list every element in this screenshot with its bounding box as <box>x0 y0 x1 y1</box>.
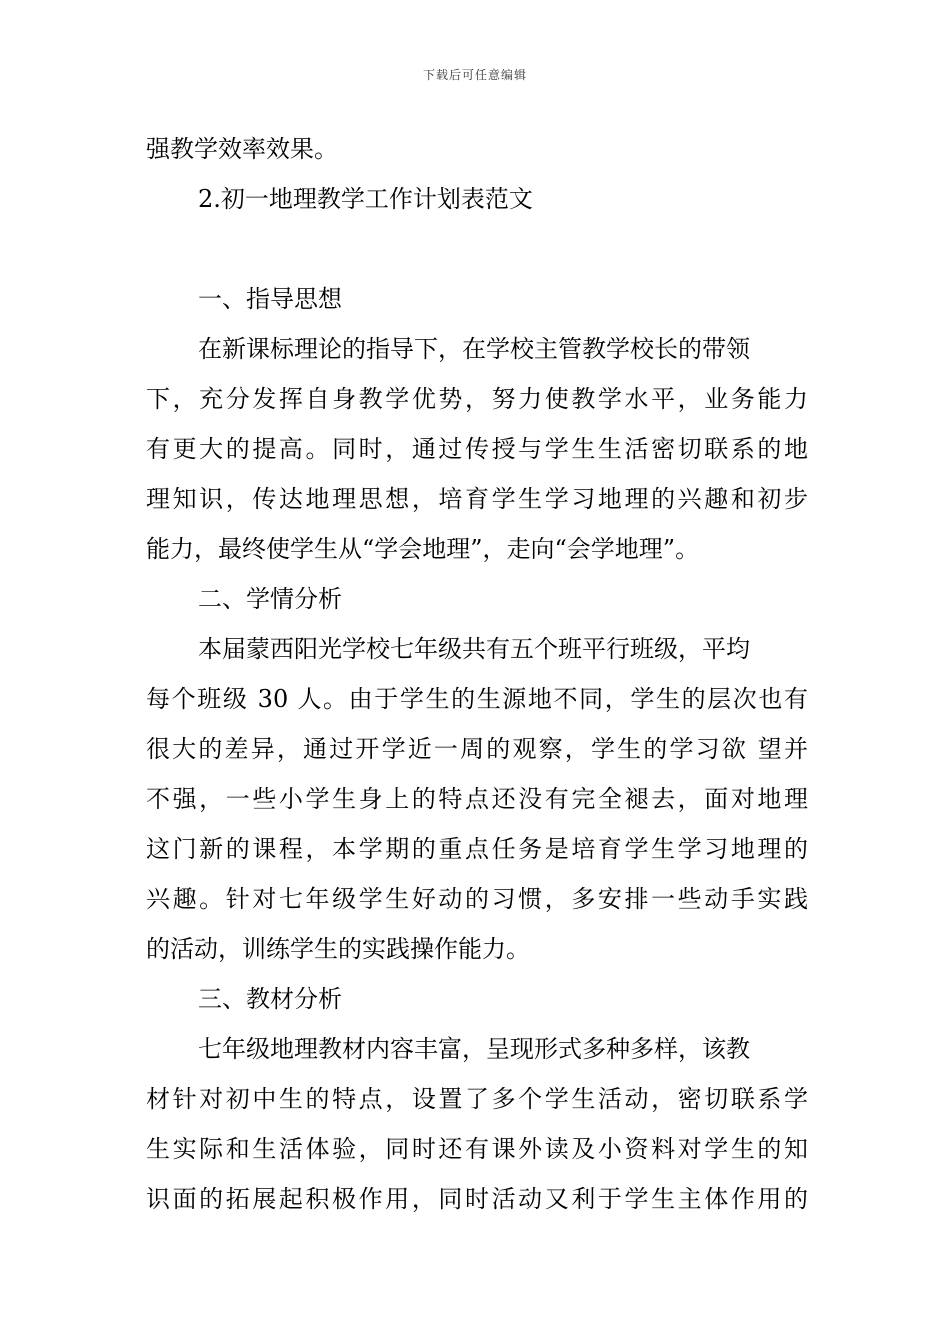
section-heading: 一、指导思想 <box>198 285 342 313</box>
paragraph-line: 识面的拓展起积极作用，同时活动又利于学生主体作用的 <box>146 1185 808 1213</box>
paragraph-line: 本届蒙西阳光学校七年级共有五个班平行班级，平均 <box>198 635 750 663</box>
blank-spacer <box>146 224 808 274</box>
paragraph-line: 能力，最终使学生从“学会地理”，走向“会学地理”。 <box>146 535 700 563</box>
paragraph-line: 这门新的课程，本学期的重点任务是培育学生学习地理的 <box>146 835 808 863</box>
paragraph-line: 下，充分发挥自身教学优势，努力使教学水平，业务能力 <box>146 385 808 413</box>
paragraph-line: 很大的差异，通过开学近一周的观察，学生的学习欲 望并 <box>146 735 808 763</box>
paragraph-line: 兴趣。针对七年级学生好动的习惯，多安排一些动手实践 <box>146 885 808 913</box>
header-note: 下载后可任意编辑 <box>422 68 527 82</box>
paragraph-line: 每个班级 30 人。由于学生的生源地不同，学生的层次也有 <box>146 685 808 713</box>
paragraph-line: 有更大的提高。同时，通过传授与学生生活密切联系的地 <box>146 435 808 463</box>
paragraph-line: 理知识，传达地理思想，培育学生学习地理的兴趣和初步 <box>146 485 808 513</box>
document-body <box>146 124 808 1224</box>
paragraph-line: 的活动，训练学生的实践操作能力。 <box>146 935 530 963</box>
paragraph-line: 在新课标理论的指导下，在学校主管教学校长的带领 <box>198 335 750 363</box>
section-heading: 三、教材分析 <box>198 985 342 1013</box>
section-heading: 二、学情分析 <box>198 585 342 613</box>
paragraph-line: 材针对初中生的特点，设置了多个学生活动，密切联系学 <box>146 1085 808 1113</box>
paragraph-line: 七年级地理教材内容丰富，呈现形式多种多样，该教 <box>198 1035 750 1063</box>
paragraph-line: 不强，一些小学生身上的特点还没有完全褪去，面对地理 <box>146 785 808 813</box>
paragraph-line: 生实际和生活体验，同时还有课外读及小资料对学生的知 <box>146 1135 808 1163</box>
section-title: 2.初一地理教学工作计划表范文 <box>198 185 533 213</box>
paragraph-line: 强教学效率效果。 <box>146 135 338 163</box>
